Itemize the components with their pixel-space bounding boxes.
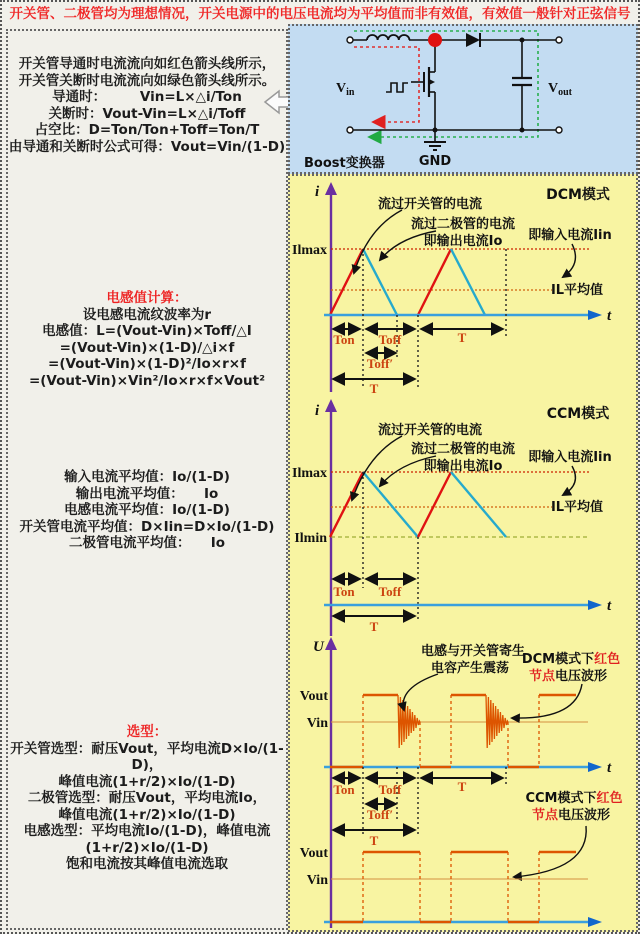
waveform-panel	[288, 174, 638, 932]
flow-line: 由导通和关断时公式可得：Vout=Vin/(1-D)	[8, 138, 286, 155]
ilmax-label: Ilmax	[292, 466, 327, 481]
component-selection-block	[8, 724, 286, 873]
ccm-node-note: CCM模式下红色	[525, 791, 623, 806]
t-axis-arrow-icon	[588, 310, 602, 320]
dcm-current-chart	[292, 182, 612, 396]
boost-circuit-svg	[290, 26, 636, 172]
i-axis-arrow-icon	[325, 399, 337, 412]
inductor-symbol	[367, 35, 409, 40]
period-label: T	[369, 381, 379, 396]
ringing-waveform	[486, 695, 508, 748]
selection-line: 二极管选型：耐压Vout，平均电流Io，	[27, 790, 267, 806]
ccm-voltage-chart	[300, 790, 623, 927]
flow-line: 占空比：D=Ton/Ton+Toff=Ton/T	[34, 122, 260, 138]
selection-title: 选型：	[126, 724, 168, 740]
t-axis-label: t	[607, 760, 612, 776]
top-banner-note: 开关管、二极管均为理想情况，开关电源中的电压电流均为平均值而非有效值，有效值一般针对正弦信号	[9, 6, 631, 22]
avg-line: 开关管电流平均值：D×Iin=D×Io/(1-D)	[19, 518, 275, 535]
toff-prime-label: Toff′	[366, 356, 394, 371]
vin-level-label: Vin	[306, 716, 328, 731]
vout-label: $V_{out}$	[548, 81, 573, 98]
inductance-line: =(Vout-Vin)×Vin²/Io×r×f×Vout²	[28, 372, 266, 389]
selection-line: 电感选型：平均电流Io/(1-D)，峰值电流	[23, 823, 271, 839]
t-axis-label: t	[607, 598, 612, 614]
waveforms-svg	[290, 176, 636, 930]
red-on-loop-arrow	[354, 47, 419, 122]
inductance-calc-block	[8, 290, 286, 389]
vout-level-label: Vout	[299, 846, 328, 861]
left-text-panel	[6, 29, 288, 930]
period-label: T	[457, 779, 467, 794]
avg-line: 二极管电流平均值： Io	[68, 535, 226, 551]
inductance-line: 电感值：L=(Vout-Vin)×Toff/△I	[42, 323, 252, 339]
t-axis-arrow-icon	[588, 917, 602, 927]
il-average-label: IL平均值	[550, 283, 604, 298]
inductance-line: 设电感电流纹波率为r	[82, 306, 212, 323]
inductance-line: =(Vout-Vin)×(1-D)/△i×f	[59, 339, 235, 356]
diode-current-note: 流过二极管的电流	[410, 217, 516, 232]
switch-current-note: 流过开关管的电流	[377, 423, 483, 438]
ccm-mode-label: CCM模式	[546, 406, 610, 422]
boost-circuit-panel	[288, 24, 638, 174]
selection-line: (1+r/2)×Io/(1-D)	[85, 839, 209, 856]
vin-label: $V_{in}$	[336, 81, 355, 98]
toff-prime-label: Toff′	[366, 807, 394, 822]
period-label: T	[457, 330, 467, 345]
t-axis-label: t	[607, 308, 612, 324]
switch-current-note: 流过开关管的电流	[377, 197, 483, 212]
circuit-title: Boost变换器	[304, 156, 385, 171]
t-axis-arrow-icon	[588, 762, 602, 772]
dcm-mode-label: DCM模式	[546, 187, 610, 203]
mosfet-symbol	[411, 40, 435, 130]
avg-line: 电感电流平均值：Io/(1-D)	[64, 502, 230, 518]
ton-label: Ton	[333, 332, 355, 347]
avg-line: 输出电流平均值： Io	[75, 485, 219, 502]
period-label: T	[369, 833, 379, 848]
flow-line: 关断时：Vout-Vin=L×△i/Toff	[48, 105, 246, 122]
dcm-voltage-chart	[299, 637, 623, 928]
selection-line: 饱和电流按其峰值电流选取	[66, 856, 228, 872]
red-node-dot	[428, 33, 442, 47]
vin-level-label: Vin	[306, 873, 328, 888]
il-average-label: IL平均值	[550, 500, 604, 515]
input-current-note: 即输入电流Iin	[528, 450, 612, 465]
diode-symbol	[466, 33, 480, 47]
selection-line: 开关管选型：耐压Vout，平均电流D×Io/(1-D)，	[10, 740, 284, 773]
ilmin-label: Ilmin	[294, 531, 327, 546]
ton-label: Ton	[333, 782, 355, 797]
dcm-node-note: DCM模式下红色	[521, 652, 621, 667]
period-label: T	[369, 619, 379, 634]
avg-line: 输入电流平均值：Io/(1-D)	[64, 469, 230, 485]
u-axis-arrow-icon	[325, 637, 337, 650]
ton-label: Ton	[333, 584, 355, 599]
output-terminal	[556, 37, 562, 43]
ccm-current-chart	[292, 399, 612, 636]
flow-line: 开关管导通时电流流向如红色箭头线所示，	[18, 56, 276, 72]
selection-line: 峰值电流(1+r/2)×Io/(1-D)	[58, 773, 236, 790]
ringing-note: 电感与开关管寄生	[420, 644, 526, 659]
flow-line: 导通时： Vin=L×△i/Ton	[52, 89, 242, 105]
ccm-node-note: 节点电压波形	[531, 808, 611, 823]
toff-label: Toff	[378, 782, 402, 797]
diode-current-note: 流过二极管的电流	[410, 442, 516, 457]
pwm-signal-icon	[386, 83, 408, 92]
selection-line: 峰值电流(1+r/2)×Io/(1-D)	[58, 806, 236, 823]
i-axis-label: i	[315, 403, 320, 419]
ringing-waveform	[398, 695, 420, 748]
i-axis-arrow-icon	[325, 182, 337, 195]
current-averages-block	[8, 469, 286, 552]
ground-symbol	[424, 130, 446, 150]
ringing-note: 电容产生震荡	[430, 661, 510, 676]
ilmax-label: Ilmax	[292, 243, 327, 258]
input-current-note: 即输入电流Iin	[528, 228, 612, 243]
dcm-node-note: 节点电压波形	[528, 669, 608, 684]
flow-notes-block	[8, 56, 286, 155]
inductance-line: =(Vout-Vin)×(1-D)²/Io×r×f	[48, 356, 246, 372]
green-off-loop-arrow	[354, 31, 538, 137]
t-axis-arrow-icon	[588, 600, 602, 610]
input-terminal	[347, 37, 353, 43]
vout-level-label: Vout	[299, 689, 328, 704]
inductance-calc-title: 电感值计算：	[106, 290, 188, 306]
output-current-note: 即输出电流Io	[423, 234, 503, 249]
u-axis-label: U	[313, 639, 324, 655]
toff-label: Toff	[378, 332, 402, 347]
i-axis-label: i	[315, 184, 320, 200]
ccm-voltage-waveform	[330, 852, 576, 922]
gnd-label: GND	[418, 154, 452, 169]
toff-label: Toff	[378, 584, 402, 599]
flow-line: 开关管关断时电流流向如绿色箭头线所示。	[18, 72, 276, 89]
output-current-note: 即输出电流Io	[423, 459, 503, 474]
